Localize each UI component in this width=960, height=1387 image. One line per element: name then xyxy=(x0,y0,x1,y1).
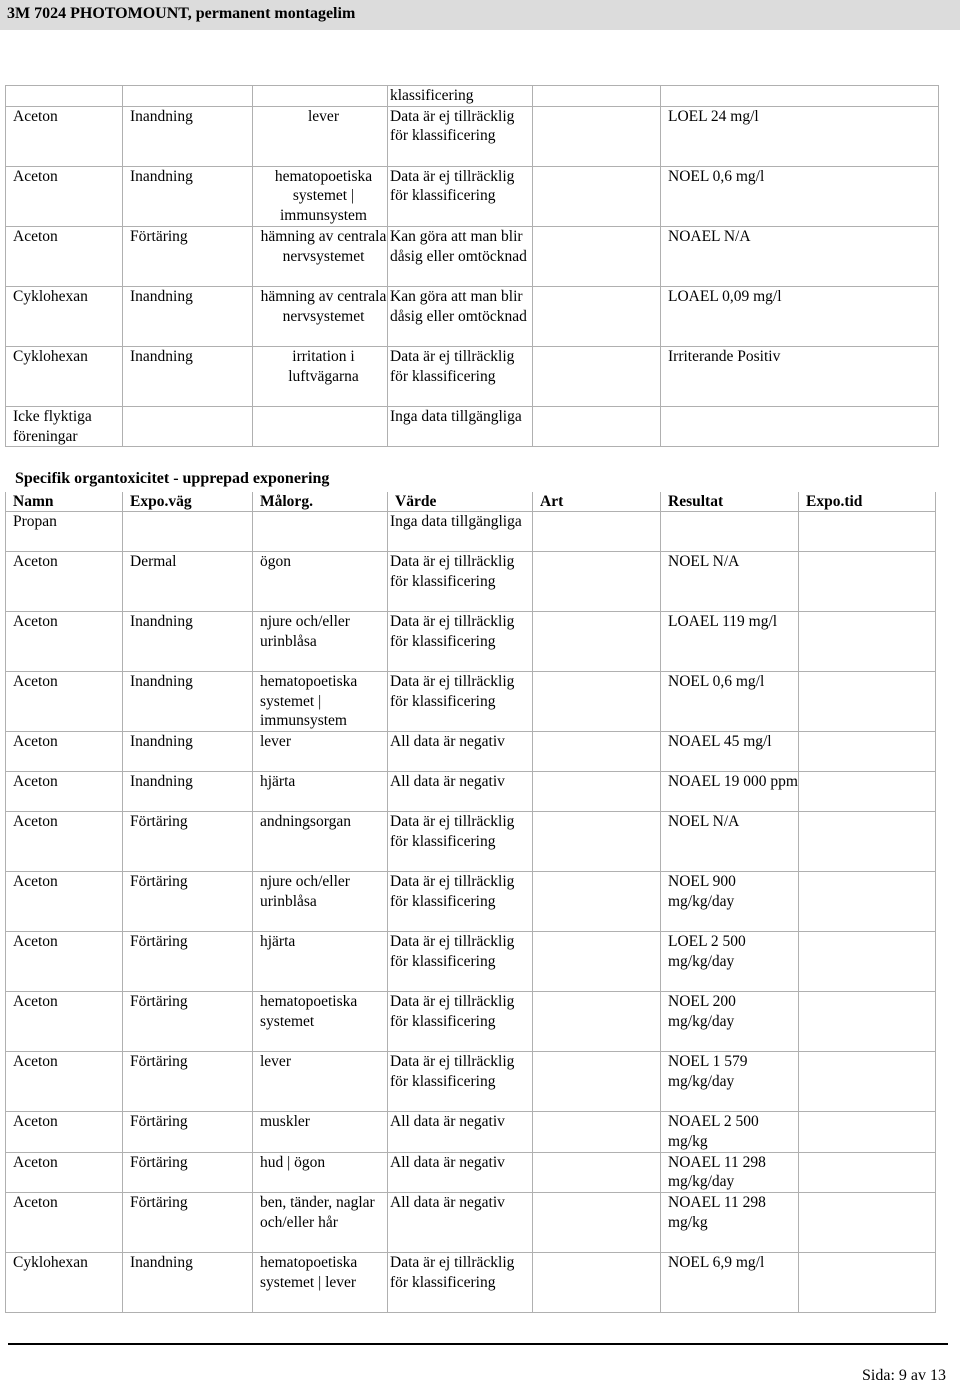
table-cell: NOEL N/A xyxy=(661,812,799,872)
table-cell xyxy=(661,406,939,446)
table-cell: hud | ögon xyxy=(253,1152,388,1192)
toxicity-table-repeated-body xyxy=(6,512,936,1313)
table-cell xyxy=(533,86,661,107)
table-cell xyxy=(533,286,661,346)
table-cell xyxy=(253,86,388,107)
table-cell xyxy=(533,1192,661,1252)
table-row xyxy=(6,552,936,612)
table-cell: Data är ej tillräcklig för klassificering xyxy=(388,106,533,166)
table-cell xyxy=(533,1152,661,1192)
table-cell xyxy=(799,672,936,732)
table-cell: Propan xyxy=(6,512,123,552)
table-row xyxy=(6,1192,936,1252)
table-cell xyxy=(123,406,253,446)
table-row xyxy=(6,992,936,1052)
table-cell xyxy=(6,86,123,107)
table-row xyxy=(6,346,939,406)
table-cell xyxy=(661,86,939,107)
table-cell: irritation i luftvägarna xyxy=(253,346,388,406)
table-cell: Irriterande Positiv xyxy=(661,346,939,406)
table-cell: Förtäring xyxy=(123,932,253,992)
table-cell: Aceton xyxy=(6,552,123,612)
table-cell: Cyklohexan xyxy=(6,1252,123,1312)
table-row xyxy=(6,612,936,672)
table-cell xyxy=(533,166,661,226)
table-cell: NOEL 0,6 mg/l xyxy=(661,166,939,226)
column-header-expo-vag: Expo.väg xyxy=(123,492,253,512)
table-cell: lever xyxy=(253,1052,388,1112)
table-cell: Data är ej tillräcklig för klassificering xyxy=(388,992,533,1052)
table-cell: Aceton xyxy=(6,772,123,812)
table-cell: lever xyxy=(253,732,388,772)
table-cell xyxy=(799,932,936,992)
table-row xyxy=(6,672,936,732)
table-cell xyxy=(799,552,936,612)
table-cell: Aceton xyxy=(6,612,123,672)
table-cell: NOEL 200 mg/kg/day xyxy=(661,992,799,1052)
table-cell xyxy=(799,1152,936,1192)
table-cell xyxy=(533,1252,661,1312)
table-cell xyxy=(799,1052,936,1112)
table-cell: Förtäring xyxy=(123,992,253,1052)
table-cell: Förtäring xyxy=(123,1052,253,1112)
table-cell: Data är ej tillräcklig för klassificering xyxy=(388,552,533,612)
table-cell: NOAEL 2 500 mg/kg xyxy=(661,1112,799,1152)
column-header-expo-tid: Expo.tid xyxy=(799,492,936,512)
table-cell xyxy=(253,406,388,446)
table-cell: All data är negativ xyxy=(388,1152,533,1192)
table-row xyxy=(6,872,936,932)
column-header-art: Art xyxy=(533,492,661,512)
table-cell xyxy=(533,512,661,552)
table-cell: LOAEL 0,09 mg/l xyxy=(661,286,939,346)
table-cell: Aceton xyxy=(6,732,123,772)
table-header-row xyxy=(6,492,936,512)
table-cell: NOAEL N/A xyxy=(661,226,939,286)
table-cell: Inandning xyxy=(123,166,253,226)
table-cell xyxy=(253,512,388,552)
table-cell: All data är negativ xyxy=(388,772,533,812)
table-cell: Data är ej tillräcklig för klassificering xyxy=(388,812,533,872)
table-cell: Aceton xyxy=(6,932,123,992)
toxicity-table-single xyxy=(5,85,939,447)
table-cell xyxy=(799,1192,936,1252)
table-cell: LOAEL 119 mg/l xyxy=(661,612,799,672)
table-row xyxy=(6,1152,936,1192)
table-cell: Data är ej tillräcklig för klassificering xyxy=(388,872,533,932)
table-cell: NOAEL 11 298 mg/kg/day xyxy=(661,1152,799,1192)
table-row xyxy=(6,1112,936,1152)
table-cell xyxy=(661,512,799,552)
table-row xyxy=(6,106,939,166)
table-cell: hematopoetiska systemet | immunsystem xyxy=(253,166,388,226)
section-title: Specifik organtoxicitet - upprepad exponering xyxy=(15,470,330,487)
table-cell xyxy=(799,992,936,1052)
table-cell: NOAEL 11 298 mg/kg xyxy=(661,1192,799,1252)
table-cell: Aceton xyxy=(6,992,123,1052)
table-cell xyxy=(533,552,661,612)
table-cell xyxy=(799,812,936,872)
table-cell xyxy=(533,406,661,446)
table-row xyxy=(6,1052,936,1112)
table-cell xyxy=(533,872,661,932)
table-cell: Inandning xyxy=(123,346,253,406)
table-cell: Aceton xyxy=(6,672,123,732)
table-cell: Aceton xyxy=(6,1052,123,1112)
table-cell xyxy=(533,812,661,872)
column-header-namn: Namn xyxy=(6,492,123,512)
column-header-malorg: Målorg. xyxy=(253,492,388,512)
table-row xyxy=(6,812,936,872)
table-cell: Icke flyktiga föreningar xyxy=(6,406,123,446)
table-cell: Data är ej tillräcklig för klassificering xyxy=(388,672,533,732)
table-cell: ögon xyxy=(253,552,388,612)
table-cell: lever xyxy=(253,106,388,166)
document-header xyxy=(0,0,960,30)
table-cell: LOEL 24 mg/l xyxy=(661,106,939,166)
table-cell: NOEL 6,9 mg/l xyxy=(661,1252,799,1312)
table-cell: Data är ej tillräcklig för klassificering xyxy=(388,166,533,226)
table-row xyxy=(6,166,939,226)
table-cell: NOEL 900 mg/kg/day xyxy=(661,872,799,932)
table-cell: Aceton xyxy=(6,1112,123,1152)
table-cell: Aceton xyxy=(6,166,123,226)
table-cell: ben, tänder, naglar och/eller hår xyxy=(253,1192,388,1252)
table-row xyxy=(6,86,939,107)
table-row xyxy=(6,772,936,812)
table-cell: Inandning xyxy=(123,1252,253,1312)
table-cell: Kan göra att man blir dåsig eller omtöcknad xyxy=(388,286,533,346)
table-cell: hematopoetiska systemet | immunsystem xyxy=(253,672,388,732)
table-cell xyxy=(533,612,661,672)
table-cell: All data är negativ xyxy=(388,1112,533,1152)
table-cell: klassificering xyxy=(388,86,533,107)
table-cell: Aceton xyxy=(6,106,123,166)
document-title: 3M 7024 PHOTOMOUNT, permanent montagelim xyxy=(7,5,356,22)
table-cell: Aceton xyxy=(6,226,123,286)
table-cell xyxy=(799,512,936,552)
table-cell: muskler xyxy=(253,1112,388,1152)
table-cell xyxy=(123,512,253,552)
table-row xyxy=(6,286,939,346)
toxicity-table-repeated xyxy=(5,492,936,1313)
table-cell: Cyklohexan xyxy=(6,286,123,346)
table-cell: Data är ej tillräcklig för klassificering xyxy=(388,1052,533,1112)
table-cell: NOEL 0,6 mg/l xyxy=(661,672,799,732)
table-cell: Data är ej tillräcklig för klassificering xyxy=(388,1252,533,1312)
table-cell: Inandning xyxy=(123,672,253,732)
table-cell xyxy=(799,872,936,932)
table-cell: hematopoetiska systemet xyxy=(253,992,388,1052)
table-cell xyxy=(799,732,936,772)
table-cell: Inandning xyxy=(123,772,253,812)
table-cell: hematopoetiska systemet | lever xyxy=(253,1252,388,1312)
table-cell: Förtäring xyxy=(123,812,253,872)
table-cell xyxy=(123,86,253,107)
table-cell xyxy=(799,612,936,672)
table-cell: Förtäring xyxy=(123,1112,253,1152)
table-cell: hjärta xyxy=(253,932,388,992)
toxicity-table-single-body xyxy=(6,86,939,447)
table-cell: Dermal xyxy=(123,552,253,612)
table-cell: NOEL 1 579 mg/kg/day xyxy=(661,1052,799,1112)
table-cell xyxy=(533,1112,661,1152)
table-cell xyxy=(533,772,661,812)
table-row xyxy=(6,732,936,772)
table-cell xyxy=(533,106,661,166)
table-cell: andningsorgan xyxy=(253,812,388,872)
table-cell xyxy=(799,1252,936,1312)
table-row xyxy=(6,226,939,286)
table-row xyxy=(6,406,939,446)
table-cell: hämning av centrala nervsystemet xyxy=(253,286,388,346)
table-cell: Förtäring xyxy=(123,872,253,932)
table-cell xyxy=(533,992,661,1052)
table-row xyxy=(6,1252,936,1312)
table-cell xyxy=(533,1052,661,1112)
table-cell: Aceton xyxy=(6,812,123,872)
table-cell: Inandning xyxy=(123,612,253,672)
table-cell: All data är negativ xyxy=(388,732,533,772)
table-cell: Inga data tillgängliga xyxy=(388,406,533,446)
table-cell: Inandning xyxy=(123,286,253,346)
table-cell: Data är ej tillräcklig för klassificering xyxy=(388,612,533,672)
table-row xyxy=(6,932,936,992)
table-cell: Förtäring xyxy=(123,1152,253,1192)
table-cell: All data är negativ xyxy=(388,1192,533,1252)
table-cell: NOEL N/A xyxy=(661,552,799,612)
table-cell: LOEL 2 500 mg/kg/day xyxy=(661,932,799,992)
table-cell: Kan göra att man blir dåsig eller omtöcknad xyxy=(388,226,533,286)
table-cell: Inandning xyxy=(123,106,253,166)
table-cell xyxy=(799,1112,936,1152)
table-cell: Förtäring xyxy=(123,226,253,286)
table-cell: njure och/eller urinblåsa xyxy=(253,872,388,932)
column-header-varde: Värde xyxy=(388,492,533,512)
table-cell: Aceton xyxy=(6,1192,123,1252)
table-cell xyxy=(533,346,661,406)
table-cell: Data är ej tillräcklig för klassificering xyxy=(388,932,533,992)
table-cell: njure och/eller urinblåsa xyxy=(253,612,388,672)
table-cell: Aceton xyxy=(6,1152,123,1192)
table-cell: Data är ej tillräcklig för klassificering xyxy=(388,346,533,406)
footer-divider xyxy=(8,1343,948,1345)
table-cell xyxy=(799,772,936,812)
table-cell: Inandning xyxy=(123,732,253,772)
page-number: Sida: 9 av 13 xyxy=(862,1367,946,1384)
table-cell: Aceton xyxy=(6,872,123,932)
table-cell xyxy=(533,732,661,772)
column-header-resultat: Resultat xyxy=(661,492,799,512)
table-cell: Förtäring xyxy=(123,1192,253,1252)
table-cell xyxy=(533,226,661,286)
table-cell: NOAEL 19 000 ppm xyxy=(661,772,799,812)
table-cell xyxy=(533,672,661,732)
table-cell: hämning av centrala nervsystemet xyxy=(253,226,388,286)
table-row xyxy=(6,512,936,552)
table-cell xyxy=(533,932,661,992)
table-cell: Cyklohexan xyxy=(6,346,123,406)
table-cell: Inga data tillgängliga xyxy=(388,512,533,552)
table-cell: hjärta xyxy=(253,772,388,812)
table-cell: NOAEL 45 mg/l xyxy=(661,732,799,772)
